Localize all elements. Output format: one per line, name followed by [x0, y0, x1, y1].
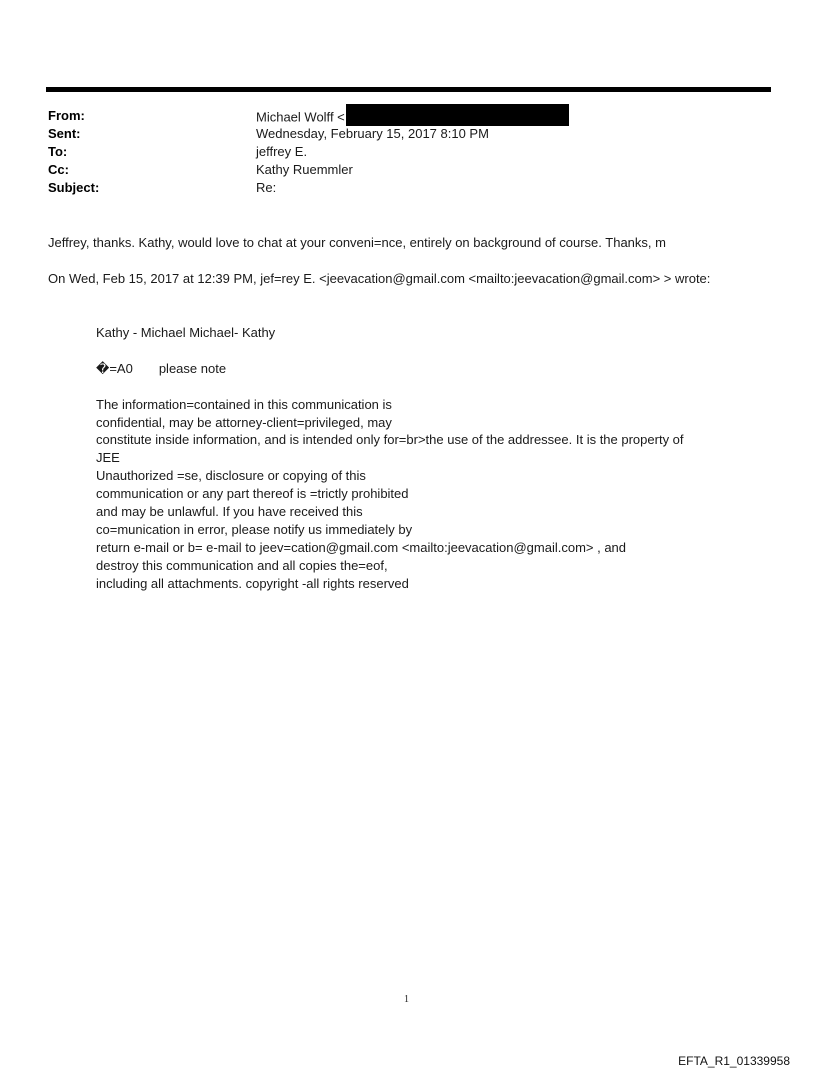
disclaimer-line: co=munication in error, please notify us immediately by — [96, 522, 413, 537]
redaction-block — [346, 104, 569, 126]
sent-value: Wednesday, February 15, 2017 8:10 PM — [256, 126, 489, 141]
subject-value: Re: — [256, 180, 277, 195]
disclaimer-line: destroy this communication and all copies the=eof, — [96, 558, 388, 573]
subject-row — [48, 179, 748, 197]
disclaimer-line: JEE — [96, 450, 120, 465]
to-value: jeffrey E. — [256, 144, 308, 159]
reply-text: Jeffrey, thanks. Kathy, would love to chat at your conveni=nce, entirely on background of course. Thanks, m — [48, 235, 666, 250]
document-id: EFTA_R1_01339958 — [678, 1054, 790, 1068]
note-line — [96, 360, 226, 378]
subject-label: Subject: — [48, 180, 100, 195]
from-label: From: — [48, 108, 85, 123]
from-name: Michael Wolff < — [256, 109, 345, 125]
disclaimer-line: return e-mail or b= e-mail to jeev=cation@gmail.com <mailto:jeevacation@gmail.com> , and — [96, 540, 627, 555]
note-prefix: �=A0 — [96, 361, 133, 376]
from-row — [48, 107, 748, 125]
cc-row — [48, 161, 748, 179]
sent-label: Sent: — [48, 126, 81, 141]
intro-line: Kathy - Michael Michael- Kathy — [96, 325, 276, 340]
disclaimer-line: confidential, may be attorney-client=privileged, may — [96, 415, 392, 430]
disclaimer-line: constitute inside information, and is intended only for=br>the use of the addressee. It is the property of — [96, 432, 684, 447]
disclaimer-line: The information=contained in this communication is — [96, 397, 392, 412]
page-number: 1 — [404, 994, 409, 1005]
disclaimer-line: communication or any part thereof is =trictly prohibited — [96, 486, 409, 501]
cc-label: Cc: — [48, 162, 69, 177]
disclaimer-line: including all attachments. copyright -all rights reserved — [96, 576, 409, 591]
cc-value: Kathy Ruemmler — [256, 162, 353, 177]
to-row — [48, 143, 748, 161]
quote-header: On Wed, Feb 15, 2017 at 12:39 PM, jef=rey E. <jeevacation@gmail.com <mailto:jeevacation@gmail.com> > wrote: — [48, 271, 711, 286]
sent-row — [48, 125, 748, 143]
to-label: To: — [48, 144, 68, 159]
note-text: please note — [158, 361, 227, 376]
disclaimer-line: and may be unlawful. If you have received this — [96, 504, 363, 519]
header-divider — [46, 87, 771, 92]
disclaimer-line: Unauthorized =se, disclosure or copying of this — [96, 468, 366, 483]
